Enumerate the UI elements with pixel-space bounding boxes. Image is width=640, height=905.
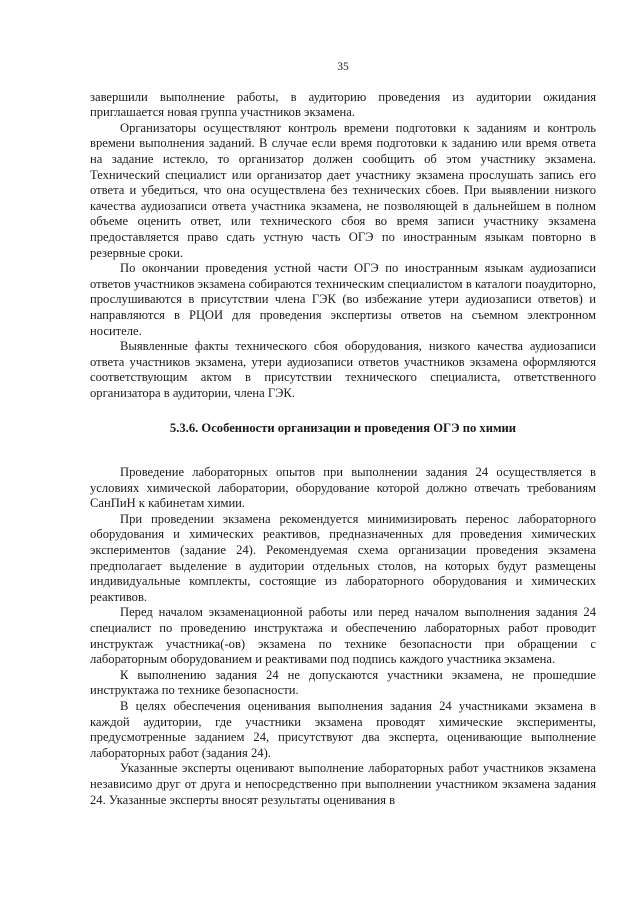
section-heading: 5.3.6. Особенности организации и проведения ОГЭ по химии [169, 421, 517, 436]
paragraph-safety-briefing: Перед началом экзаменационной работы или перед началом выполнения задания 24 специалист по проведению инструктажа и обеспечению лабораторных работ проводит инструктаж участника(-ов) экзамена по технике безопасности при обращении с лабораторным оборудованием и реактивами под подпись каждого участника экзамена. [90, 605, 596, 667]
page-number: 35 [337, 61, 349, 73]
paragraph-equipment: При проведении экзамена рекомендуется минимизировать перенос лабораторного оборудования и химических реактивов, предназначенных для проведения химических экспериментов (задание 24). Рекомендуемая схема организации проведения экзамена предполагает выделение в аудитории отдельных столов, на которых будут размещены индивидуальные комплекты, состоящие из лабораторного оборудования и химических реактивов. [90, 511, 596, 604]
paragraph-technical-failures: Выявленные факты технического сбоя оборудования, низкого качества аудиозаписи ответа участников экзамена, утери аудиозаписи ответов участников экзамена оформляются соответствующим актом в присутствии технического специалиста, ответственного организатора в аудитории, члена ГЭК. [90, 339, 596, 400]
paragraph-experts-presence: В целях обеспечения оценивания выполнения задания 24 участниками экзамена в каждой аудитории, где участники экзамена проводят химические эксперименты, предусмотренные заданием 24, присутствуют два эксперта, оценивающие выполнение лабораторных работ (задания 24). [90, 698, 596, 760]
paragraph-experts-assessment: Указанные эксперты оценивают выполнение лабораторных работ участников экзамена независимо друг от друга и непосредственно при выполнении участником экзамена задания 24. Указанные эксперты вносят результаты оценивания в [90, 761, 596, 807]
paragraph-admission: К выполнению задания 24 не допускаются участники экзамена, не прошедшие инструктажа по технике безопасности. [90, 667, 596, 698]
paragraph-time-control: Организаторы осуществляют контроль времени подготовки к заданиям и контроль времени выполнения заданий. В случае если время подготовки к заданию или время ответа на задание истекло, то организатор должен сообщить об этом участнику экзамена. Технический специалист или организатор дает участнику экзамена прослушать запись его ответа и убедиться, что она осуществлена без технических сбоев. При выявлении низкого качества аудиозаписи ответа участника экзамена, не позволяющей в дальнейшем в полном объеме оценить ответ, или технического сбоя во время записи участнику экзамена предоставляется право сдать устную часть ОГЭ по иностранным языкам повторно в резервные сроки. [90, 120, 596, 260]
paragraph-continuation: завершили выполнение работы, в аудиторию проведения из аудитории ожидания приглашается новая группа участников экзамена. [90, 89, 596, 120]
document-page [90, 60, 596, 808]
paragraph-lab-conditions: Проведение лабораторных опытов при выполнении задания 24 осуществляется в условиях химической лаборатории, оборудование которой должно отвечать требованиям СанПиН к кабинетам химии. [90, 465, 596, 511]
section-spacer [90, 437, 596, 465]
paragraph-audio-collection: По окончании проведения устной части ОГЭ по иностранным языкам аудиозаписи ответов участников экзамена собираются техническим специалистом в каталоги поаудиторно, прослушиваются в присутствии члена ГЭК (во избежание утери аудиозаписи ответов) и направляются в РЦОИ для проведения экспертизы ответов на съемном электронном носителе. [90, 261, 596, 338]
